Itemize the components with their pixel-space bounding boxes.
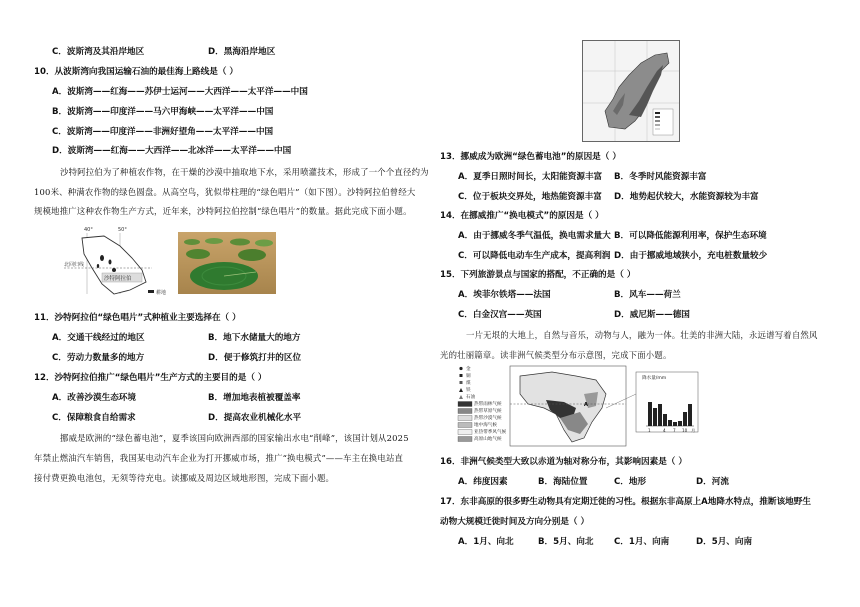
month-1: 1 [648,428,651,433]
q10-option-b: B．波斯湾——印度洋——马六甲海峡——太平洋——中国 [52,107,274,117]
legend-copper: 铜 [466,374,471,379]
q12-option-a: A．改善沙漠生态环境 [52,393,136,403]
q11-stem: 11．沙特阿拉伯“绿色唱片”式种植业主要选择在（ ） [34,313,241,323]
legend-oil: 石油 [466,395,476,400]
month-unit: 月 [691,428,696,433]
q17-option-c: C．1月、向南 [614,537,670,547]
legend-savanna: 热带草原气候 [474,409,502,414]
q17-option-a: A．1月、向北 [458,537,514,547]
q11-option-a: A．交通干线经过的地区 [52,333,145,343]
q13-option-c: C．位于板块交界处，地热能资源丰富 [458,192,602,202]
norway-map-figure [582,40,680,142]
q17-option-b: B．5月、向北 [538,537,594,547]
q14-option-d: D．由于挪威地域狭小，充电桩数量较少 [614,251,768,261]
precip-chart-label: 降水量/mm [642,376,667,381]
legend-coal: 煤 [466,381,471,386]
q10-option-a: A．波斯湾——红海——苏伊士运河——大西洋——太平洋——中国 [52,87,308,97]
month-4: 4 [663,428,666,433]
legend-iron: 铁 [466,388,471,393]
q13-option-a: A．夏季日照时间长，太阳能资源丰富 [458,172,603,182]
saudi-map-figure [62,224,182,302]
passage2-line2: 年禁止燃油汽车销售，我国某电动汽车企业为打开挪威市场，推广“换电模式”——车主在换电站直 [34,453,404,463]
q13-option-d: D．地势起伏较大，水能资源较为丰富 [614,192,759,202]
legend-mediterranean: 地中海气候 [474,423,497,428]
aerial-photo [178,232,276,294]
q10-stem: 10．从波斯湾向我国运输石油的最佳海上路线是（ ） [34,67,239,77]
prev-option-c: C．波斯湾及其沿岸地区 [52,47,145,57]
q17-stem-line1: 17．东非高原的很多野生动物具有定期迁徙的习性。根据东非高原上A地降水特点，推断该地野生 [440,497,811,507]
saudi-outline [82,236,146,294]
q11-option-b: B．地下水储量大的地方 [208,333,301,343]
legend-farmland: 耕地 [156,290,167,296]
q10-option-d: D．波斯湾——红海——大西洋——北冰洋——太平洋——中国 [52,146,292,156]
q15-stem: 15．下列旅游景点与国家的搭配，不正确的是（ ） [440,270,636,280]
q13-stem: 13．挪威成为欧洲“绿色蓄电池”的原因是（ ） [440,152,621,162]
svg-text:A: A [584,402,588,408]
q14-option-c: C．可以降低电动车生产成本，提高利润 [458,251,611,261]
legend-gold: 金 [466,367,471,372]
q14-stem: 14．在挪威推广“换电模式”的原因是（ ） [440,211,604,221]
legend-highland: 高原山地气候 [474,437,502,442]
q11-option-c: C．劳动力数量多的地方 [52,353,145,363]
q16-option-c: C．地形 [614,477,647,487]
country-label: 沙特阿拉伯 [104,276,132,282]
q10-option-c: C．波斯湾——印度洋——非洲好望角——太平洋——中国 [52,127,274,137]
q14-option-b: B．可以降低能源利用率，保护生态环境 [614,231,767,241]
q16-option-a: A．纬度因素 [458,477,508,487]
passage2-line3: 接付费更换电池包，无须等待充电。读挪威及周边区域地形图，完成下面小题。 [34,473,335,483]
passage1-line1: 沙特阿拉伯为了种植农作物，在干燥的沙漠中抽取地下水，采用喷灌技术，形成了一个个直径约为 [60,167,429,177]
passage3-line1: 一片无垠的大地上，自然与音乐，动物与人，融为一体。壮美的非洲大陆，永远谱写着自然风 [466,330,818,340]
passage1-line2: 100米、种满农作物的绿色圆盘。从高空鸟，犹似带柱理的“绿色唱片”（如下图）。沙特阿拉伯曾经大 [34,187,416,197]
q12-stem: 12．沙特阿拉伯推广“绿色唱片”生产方式的主要目的是（ ） [34,373,267,383]
tropic-label: 北回归线 [64,262,85,268]
passage2-line1: 挪威是欧洲的“绿色蓄电池”，夏季该国向欧洲西部的国家输出水电“削峰”，该国计划从2025 [60,433,409,443]
lat-label-40: 40° [84,227,93,233]
legend-rainforest: 热带雨林气候 [474,402,502,407]
q12-option-c: C．保障粮食自给需求 [52,413,136,423]
prev-option-d: D．黑海沿岸地区 [208,47,276,57]
month-10: 10 [682,428,688,433]
q15-option-a: A．埃菲尔铁塔——法国 [458,290,551,300]
q15-option-c: C．白金汉宫——英国 [458,310,542,320]
q15-option-b: B．风车——荷兰 [614,290,681,300]
africa-climate-figure [456,364,702,450]
legend-desert: 热带沙漠气候 [474,416,502,421]
q13-option-b: B．冬季时风能资源丰富 [614,172,707,182]
passage1-line3: 规模地推广这种农作物生产方式，近年来，沙特阿拉伯控制“绿色唱片”的数量。据此完成下面小题。 [34,206,412,216]
saudi-map-svg [62,224,182,302]
q16-option-b: B．海陆位置 [538,477,588,487]
q16-option-d: D．河流 [696,477,729,487]
legend-subtropical: 亚热带季风气候 [474,430,507,435]
q16-stem: 16．非洲气候类型大致以赤道为轴对称分布，其影响因素是（ ） [440,457,687,467]
lat-label-50: 50° [118,227,127,233]
passage3-line2: 光的壮丽篇章。读非洲气候类型分布示意图，完成下面小题。 [440,350,672,360]
q17-stem-line2: 动物大规模迁徙时间及方向分别是（ ） [440,517,590,527]
q12-option-b: B．增加地表植被覆盖率 [208,393,301,403]
q14-option-a: A．由于挪威冬季气温低，换电需求量大 [458,231,611,241]
q11-option-d: D．便于修筑打井的区位 [208,353,302,363]
q12-option-d: D．提高农业机械化水平 [208,413,302,423]
q17-option-d: D．5月、向南 [696,537,753,547]
q15-option-d: D．威尼斯——德国 [614,310,690,320]
month-7: 7 [673,428,676,433]
